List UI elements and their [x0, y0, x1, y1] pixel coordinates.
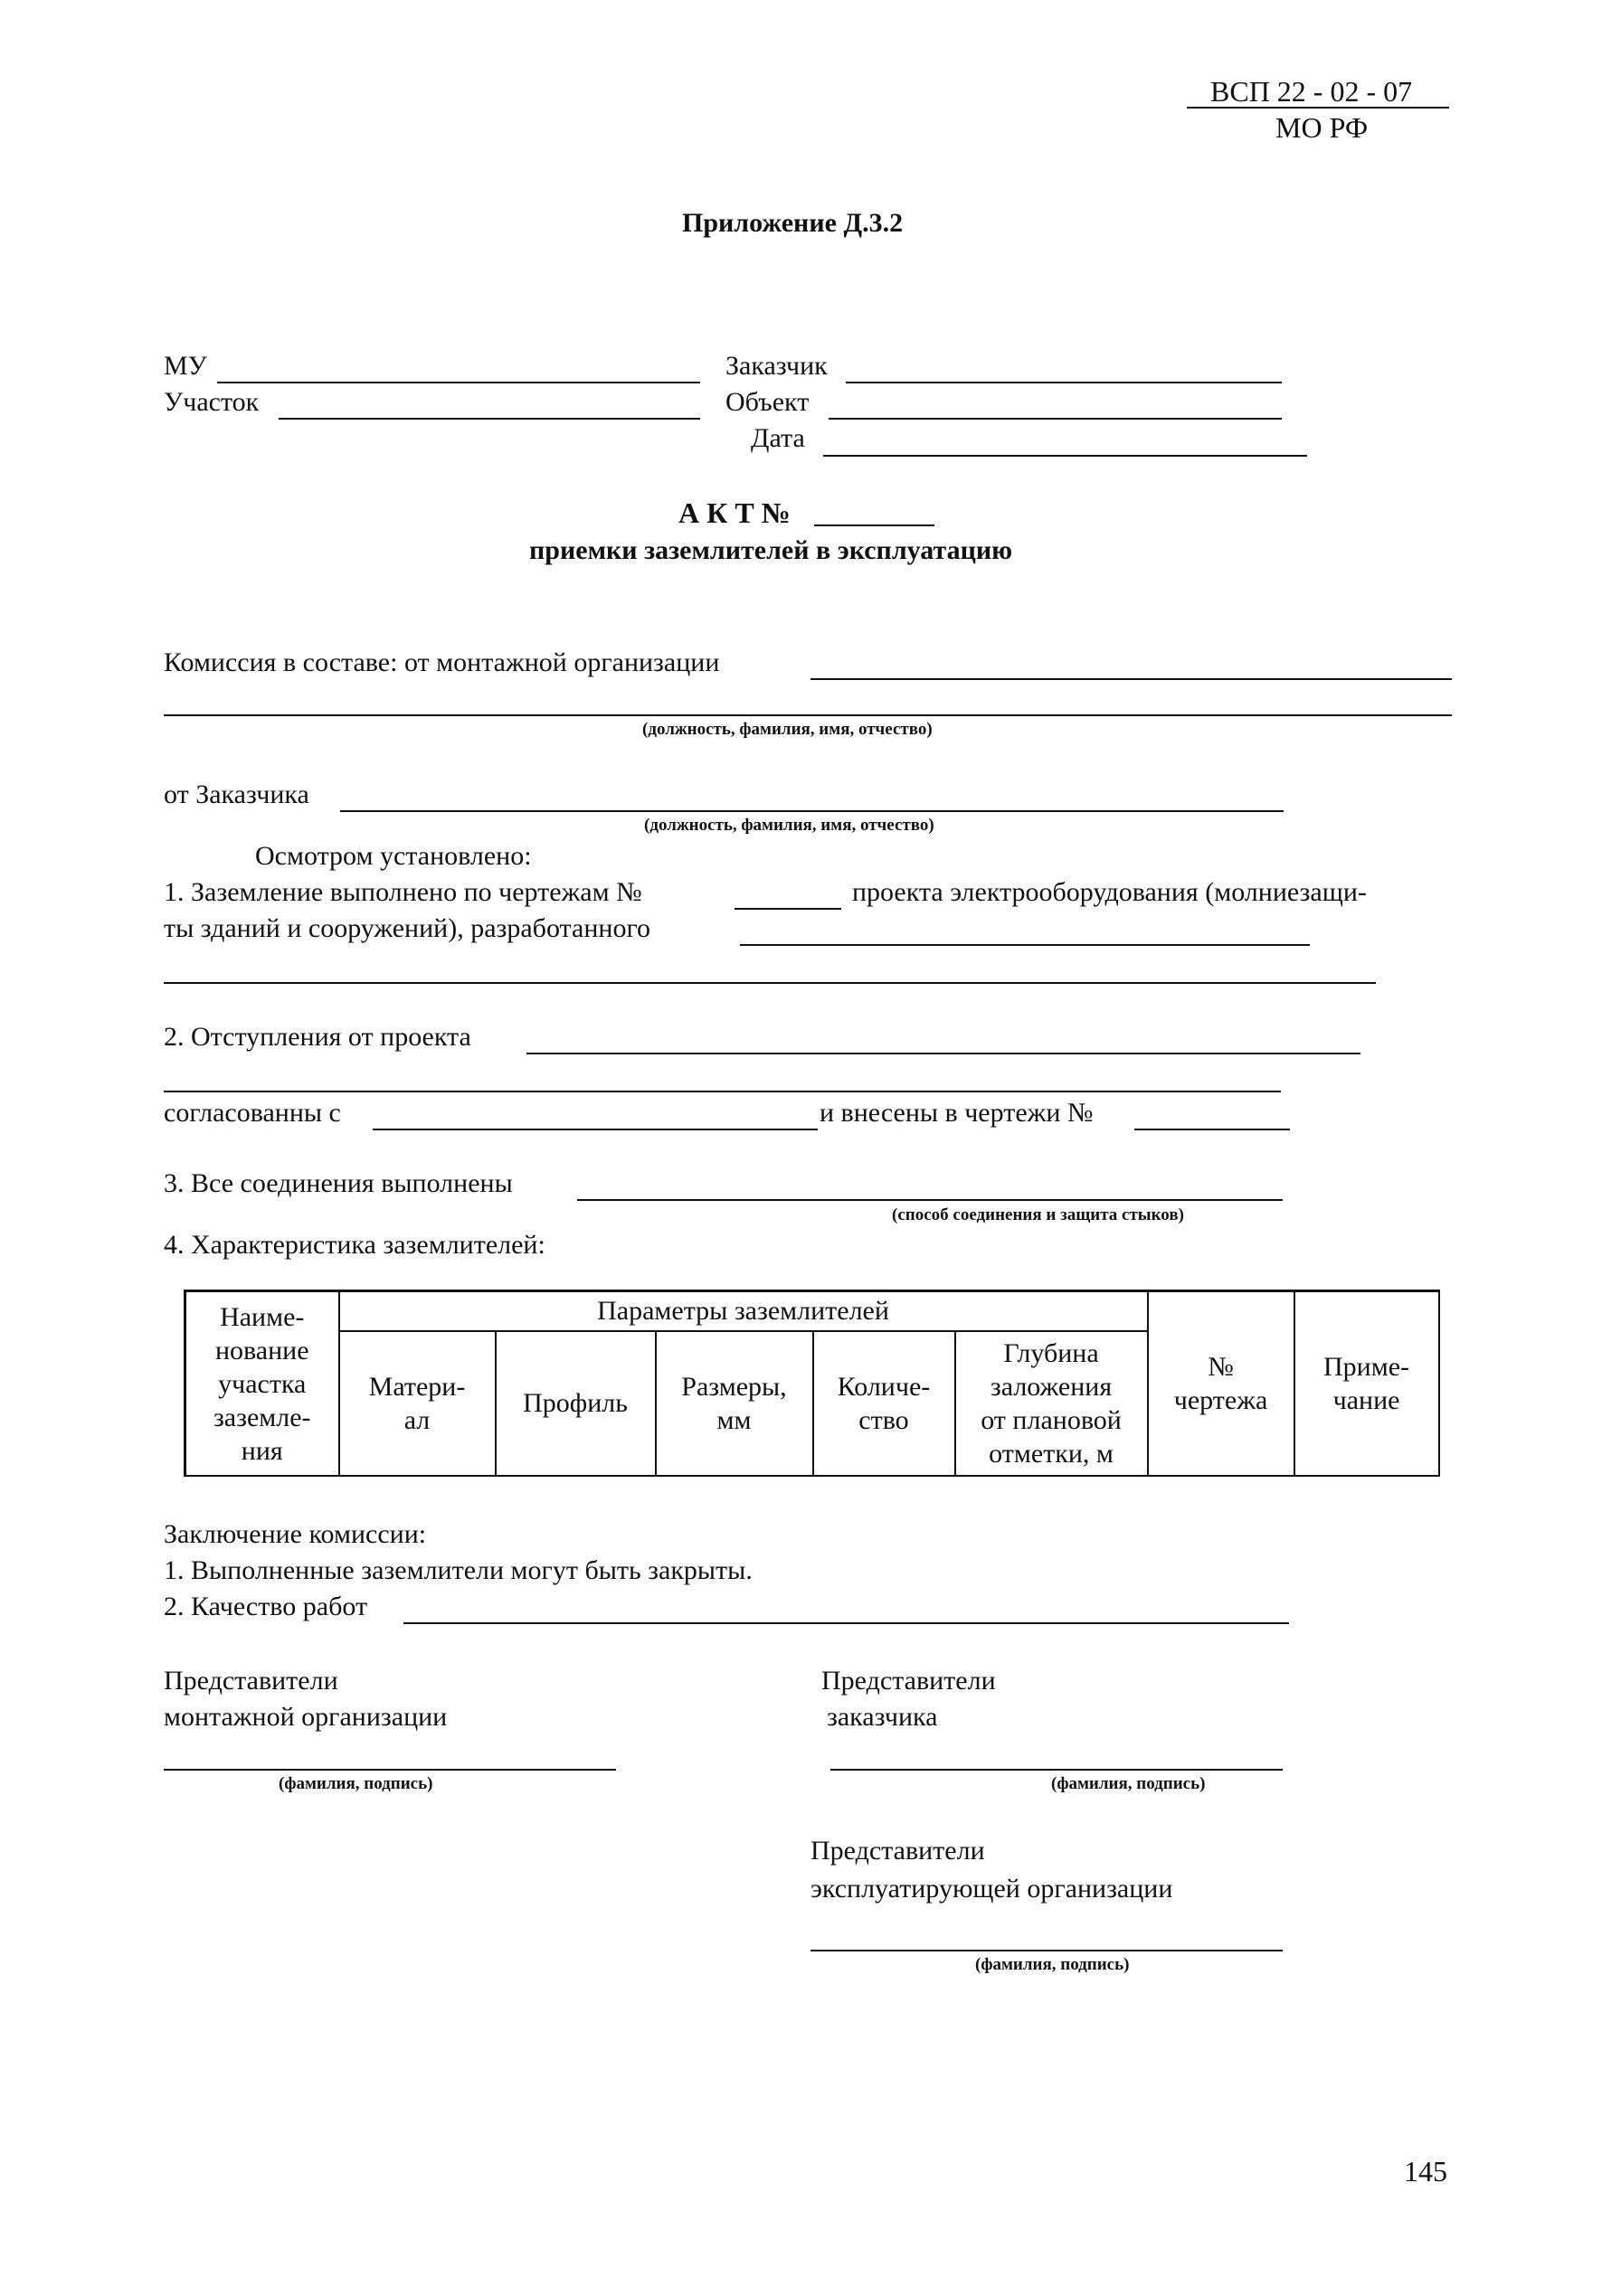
signature-customer-title-1: Представители: [821, 1666, 996, 1696]
field-date-label: Дата: [751, 423, 805, 453]
developed-by-line-2[interactable]: [164, 982, 1376, 984]
header-drawing-number: № чертежа: [1148, 1291, 1294, 1477]
signature-mounting-caption: (фамилия, подпись): [279, 1774, 433, 1793]
header-material: Матери- ал: [339, 1331, 496, 1477]
signature-operator-title-2: эксплуатирующей организации: [810, 1874, 1173, 1904]
inspection-item-2: 2. Отступления от проекта: [164, 1022, 471, 1052]
act-subtitle: приемки заземлителей в эксплуатацию: [529, 535, 1013, 565]
signature-mounting-title-1: Представители: [164, 1666, 338, 1696]
page-number: 145: [1404, 2155, 1447, 2187]
commission-mounting-line[interactable]: [810, 678, 1452, 680]
field-section-label: Участок: [164, 387, 260, 417]
inspection-item-4: 4. Характеристика заземлителей:: [164, 1230, 545, 1260]
document-code-underline: [1187, 107, 1449, 109]
field-object-line[interactable]: [829, 418, 1282, 420]
header-section-name: Наиме- нование участка заземле- ния: [185, 1291, 339, 1477]
header-profile: Профиль: [496, 1331, 656, 1477]
header-depth: Глубина заложения от плановой отметки, м: [955, 1331, 1148, 1477]
connections-line[interactable]: [577, 1199, 1283, 1201]
inspection-heading: Осмотром установлено:: [255, 841, 532, 871]
signature-customer-caption: (фамилия, подпись): [1051, 1774, 1206, 1793]
field-customer-line[interactable]: [846, 382, 1282, 383]
header-sizes: Размеры, мм: [656, 1331, 813, 1477]
agreed-with-label: согласованны с: [164, 1098, 341, 1128]
inspection-item-1c: ты зданий и сооружений), разработанного: [164, 913, 651, 943]
field-date-line[interactable]: [823, 455, 1307, 457]
inspection-item-1b: проекта электрооборудования (молниезащи-: [852, 877, 1367, 907]
commission-customer-line[interactable]: [340, 810, 1284, 812]
commission-customer-label: от Заказчика: [164, 780, 309, 809]
header-note: Приме- чание: [1294, 1291, 1439, 1477]
commission-caption-1: (должность, фамилия, имя, отчество): [642, 720, 933, 739]
document-code: ВСП 22 - 02 - 07: [1210, 75, 1413, 108]
commission-caption-2: (должность, фамилия, имя, отчество): [644, 816, 934, 835]
field-section-line[interactable]: [279, 418, 700, 420]
act-number-line[interactable]: [814, 524, 934, 526]
entered-label: и внесены в чертежи №: [820, 1098, 1094, 1128]
header-quantity: Количе- ство: [813, 1331, 955, 1477]
grounding-characteristics-table: [184, 1290, 1440, 1477]
field-mu-line[interactable]: [217, 382, 700, 383]
inspection-item-1a: 1. Заземление выполнено по чертежам №: [164, 877, 642, 907]
deviations-line[interactable]: [526, 1053, 1360, 1054]
work-quality-line[interactable]: [403, 1622, 1289, 1624]
signature-mounting-title-2: монтажной организации: [164, 1702, 448, 1732]
commission-line-label: Комиссия в составе: от монтажной организации: [164, 647, 720, 677]
field-object-label: Объект: [725, 387, 810, 417]
field-customer-label: Заказчик: [725, 351, 828, 381]
conclusion-heading: Заключение комиссии:: [164, 1519, 427, 1549]
commission-mounting-line-2[interactable]: [164, 714, 1452, 716]
appendix-title: Приложение Д.3.2: [682, 208, 904, 238]
signature-operator-caption: (фамилия, подпись): [975, 1955, 1130, 1974]
organization-code: МО РФ: [1275, 111, 1369, 144]
conclusion-item-1: 1. Выполненные заземлители могут быть закрыты.: [164, 1555, 753, 1585]
signature-operator-line[interactable]: [810, 1950, 1283, 1951]
agreed-with-line[interactable]: [373, 1129, 818, 1130]
conclusion-item-2: 2. Качество работ: [164, 1592, 368, 1621]
drawing-number-line[interactable]: [735, 908, 841, 910]
developed-by-line[interactable]: [740, 944, 1310, 946]
signature-operator-title-1: Представители: [810, 1836, 985, 1866]
connections-caption: (способ соединения и защита стыков): [892, 1205, 1184, 1224]
deviations-line-2[interactable]: [164, 1091, 1281, 1092]
signature-customer-title-2: заказчика: [827, 1702, 938, 1732]
header-parameters: Параметры заземлителей: [339, 1291, 1148, 1331]
inspection-item-3: 3. Все соединения выполнены: [164, 1168, 513, 1198]
act-title: А К Т №: [678, 496, 791, 529]
field-mu-label: МУ: [164, 351, 207, 381]
signature-customer-line[interactable]: [830, 1769, 1283, 1771]
entered-drawing-line[interactable]: [1134, 1129, 1290, 1130]
signature-mounting-line[interactable]: [164, 1769, 616, 1771]
